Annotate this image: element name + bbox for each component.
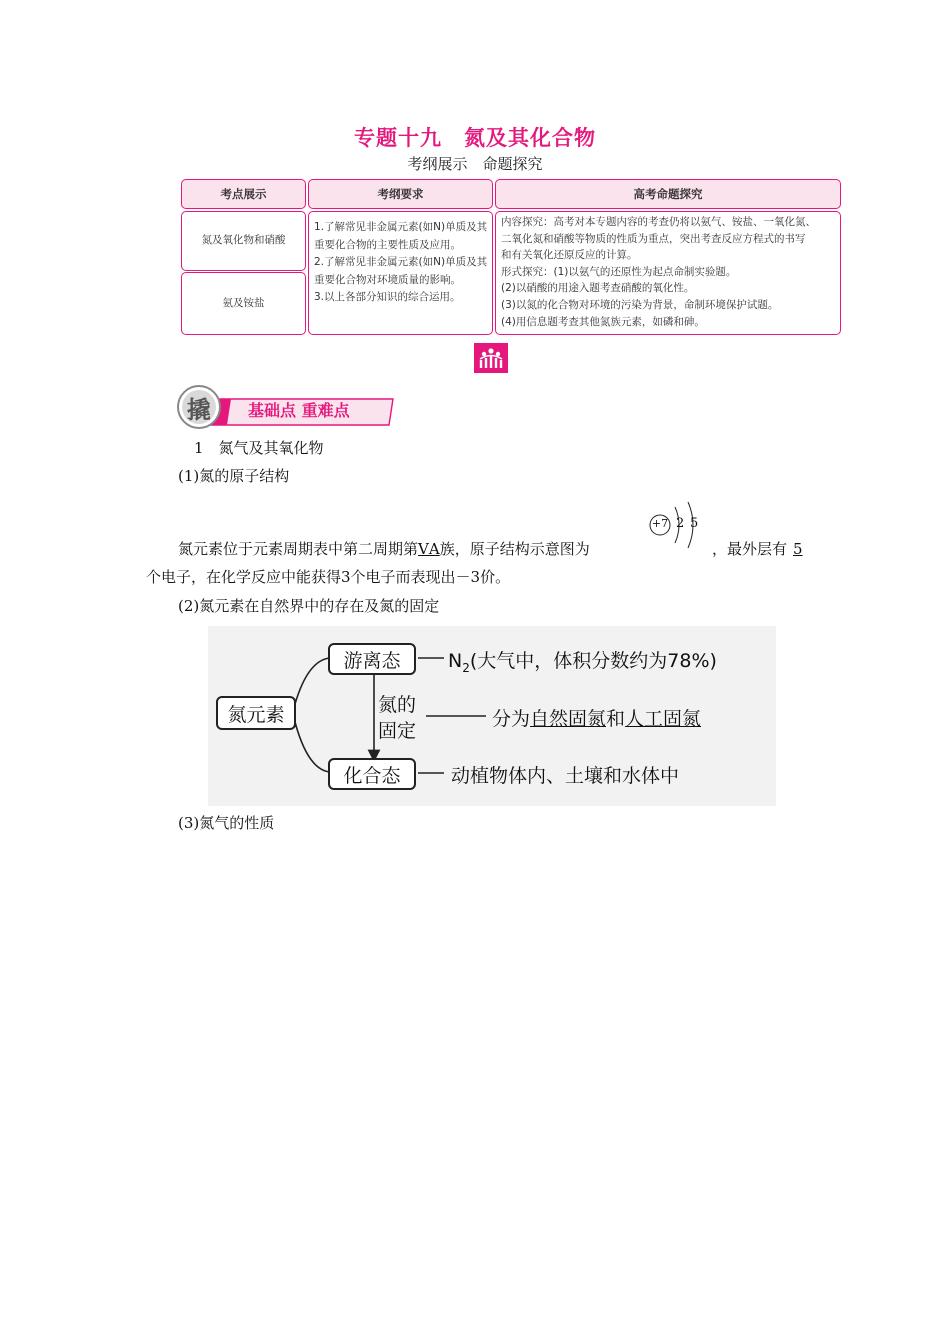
label-fixation-1: 氮的 — [378, 694, 417, 716]
paragraph-atomic-structure-line1 — [178, 538, 590, 560]
exploration-line: 内容探究：高考对本专题内容的考查仍将以氨气、铵盐、一氧化氮、 — [501, 216, 816, 228]
section-badge: 撬 — [187, 396, 211, 424]
text-fragment: 分为 — [492, 708, 531, 730]
section-logo-icon — [474, 343, 508, 373]
artificial-fixation-answer: 人工固氮 — [625, 708, 702, 730]
outer-electron-answer: 5 — [793, 540, 803, 558]
fixation-description — [492, 704, 701, 731]
table-exploration-cell — [495, 211, 841, 335]
exploration-line: 形式探究：(1)以氨气的还原性为起点命制实验题。 — [501, 265, 737, 278]
natural-fixation-answer: 自然固氮 — [530, 708, 607, 730]
table-topic-cell — [181, 211, 306, 271]
table-requirement-cell — [308, 211, 493, 335]
free-state-description — [448, 646, 717, 675]
formula-subscript: 2 — [462, 660, 470, 675]
syllabus-table — [181, 179, 841, 335]
heading-nitrogen-oxides: 1 氮气及其氧化物 — [194, 439, 324, 457]
subheading-atomic-structure: (1)氮的原子结构 — [178, 467, 290, 485]
requirement-line: 重要化合物的主要性质及应用。 — [314, 238, 461, 251]
formula-n: N — [448, 650, 463, 672]
free-state-detail: (大气中，体积分数约为78%) — [469, 650, 717, 672]
combined-state-description: 动植物体内、土壤和水体中 — [451, 765, 680, 787]
text-fragment: 族，原子结构示意图为 — [439, 540, 590, 558]
table-topic-text: 氨及铵盐 — [222, 296, 265, 309]
exploration-line: 和有关氧化还原反应的计算。 — [501, 249, 638, 262]
text-fragment: ，最外层有 — [712, 540, 788, 558]
node-free-state: 游离态 — [328, 643, 416, 675]
requirement-line: 3.以上各部分知识的综合运用。 — [314, 291, 461, 303]
table-topic-cell — [181, 272, 306, 335]
node-nitrogen-element: 氮元素 — [216, 696, 296, 730]
atom-nucleus-charge: +7 — [651, 517, 669, 530]
subheading-nitrogen-properties: (3)氮气的性质 — [178, 814, 275, 832]
exploration-line: (2)以硝酸的用途入题考查硝酸的氧化性。 — [501, 282, 695, 295]
atom-shell-2: 5 — [690, 516, 699, 531]
exploration-line: (3)以氮的化合物对环境的污染为背景，命制环境保护试题。 — [501, 298, 779, 311]
table-header-requirement: 考纲要求 — [308, 179, 493, 209]
table-topic-text: 氮及氧化物和硝酸 — [201, 234, 286, 247]
group-answer: ⅤA — [418, 540, 440, 558]
label-fixation-2: 固定 — [378, 720, 417, 742]
requirement-line: 重要化合物对环境质量的影响。 — [314, 273, 461, 286]
text-fragment: 和 — [606, 708, 626, 730]
table-header-exploration: 高考命题探究 — [495, 179, 841, 209]
atom-structure-diagram — [642, 497, 712, 555]
paragraph-atomic-structure-line2: 个电子，在化学反应中能获得3个电子而表现出－3价。 — [146, 568, 511, 586]
subheading-nitrogen-fixation: (2)氮元素在自然界中的存在及氮的固定 — [178, 597, 440, 615]
section-banner-label: 基础点 重难点 — [248, 401, 350, 420]
text-fragment: 氮元素位于元素周期表中第二周期第 — [178, 540, 419, 558]
requirement-line: 1.了解常见非金属元素(如N)单质及其 — [314, 221, 488, 233]
node-combined-state: 化合态 — [328, 758, 416, 790]
paragraph-atomic-structure-line1b — [712, 538, 803, 560]
page-subtitle: 考纲展示 命题探究 — [407, 155, 543, 173]
table-header-topic: 考点展示 — [181, 179, 306, 209]
nitrogen-existence-diagram — [208, 626, 776, 806]
exploration-line: (4)用信息题考查其他氮族元素，如磷和砷。 — [501, 315, 705, 328]
atom-shell-1: 2 — [676, 516, 685, 531]
requirement-line: 2.了解常见非金属元素(如N)单质及其 — [314, 256, 488, 268]
exploration-line: 二氧化氮和硝酸等物质的性质为重点，突出考查反应方程式的书写 — [501, 232, 806, 245]
page-title: 专题十九 氮及其化合物 — [354, 126, 596, 150]
